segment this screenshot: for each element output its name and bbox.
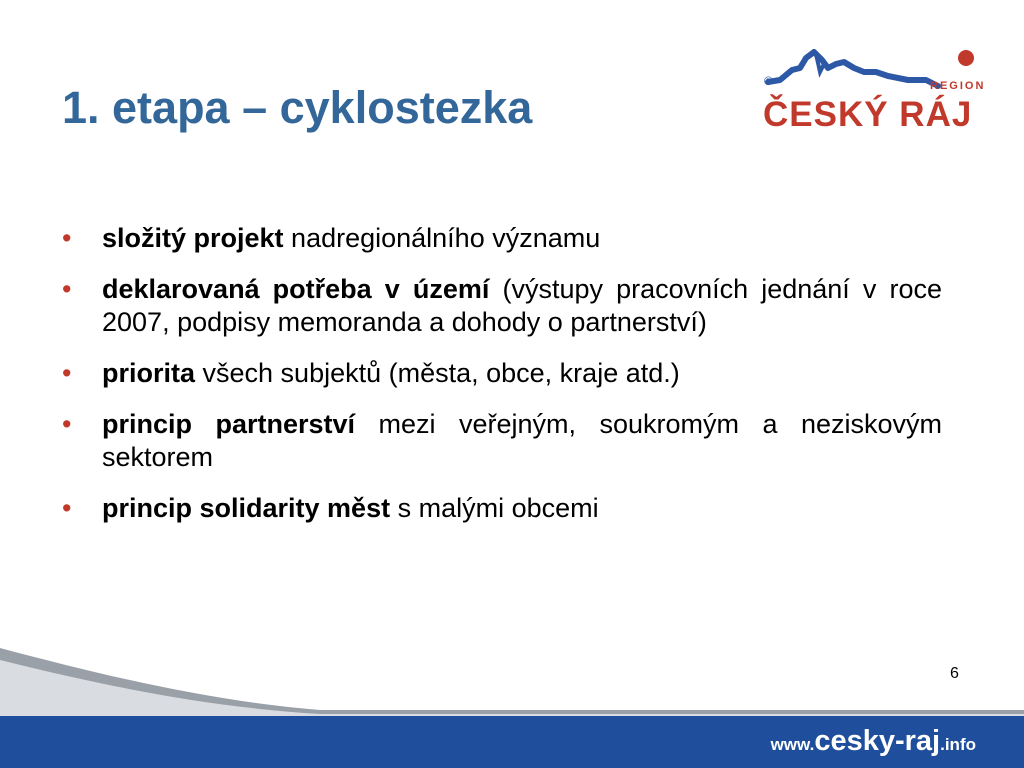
bullet-icon: • — [62, 409, 72, 439]
bullet-bold-text: priorita — [102, 358, 196, 388]
bullet-icon: • — [62, 358, 72, 388]
registered-mark: ® — [764, 74, 773, 88]
slide-title: 1. etapa – cyklostezka — [62, 82, 533, 133]
bullet-text: s malými obcemi — [390, 493, 599, 523]
list-item — [62, 273, 942, 339]
footer-url-main: cesky-raj — [814, 725, 941, 757]
sun-dot-icon — [958, 50, 974, 66]
logo-brand-name: ČESKÝ RÁJ — [763, 95, 973, 134]
bullet-bold-text: složitý projekt — [102, 223, 284, 253]
bullet-text: nadregionálního významu — [283, 223, 601, 253]
bullet-bold-text: princip solidarity měst — [102, 493, 391, 523]
page-number: 6 — [950, 665, 959, 682]
list-item — [62, 222, 942, 255]
bullet-icon: • — [62, 274, 72, 304]
bullet-bold-text: princip partnerství — [102, 409, 356, 439]
footer-url-suffix: .info — [940, 735, 976, 754]
bullet-text: (výstupy pracovních jednání v roce 2007, podpisy memoranda a dohody o partnerství) — [102, 274, 942, 337]
list-item — [62, 492, 942, 525]
footer-website-link[interactable] — [771, 725, 976, 758]
bullet-bold-text: deklarovaná potřeba v území — [102, 274, 490, 304]
list-item — [62, 408, 942, 474]
mountain-outline-icon — [768, 52, 938, 86]
list-item — [62, 357, 942, 390]
bullet-icon: • — [62, 493, 72, 523]
footer-url-prefix: www. — [770, 735, 815, 754]
bullet-text: všech subjektů (města, obce, kraje atd.) — [195, 358, 680, 388]
bullet-list — [62, 222, 942, 543]
bullet-text: mezi veřejným, soukromým a neziskovým sektorem — [102, 409, 942, 472]
bullet-icon: • — [62, 223, 72, 253]
logo-region-label: REGION — [930, 80, 986, 92]
